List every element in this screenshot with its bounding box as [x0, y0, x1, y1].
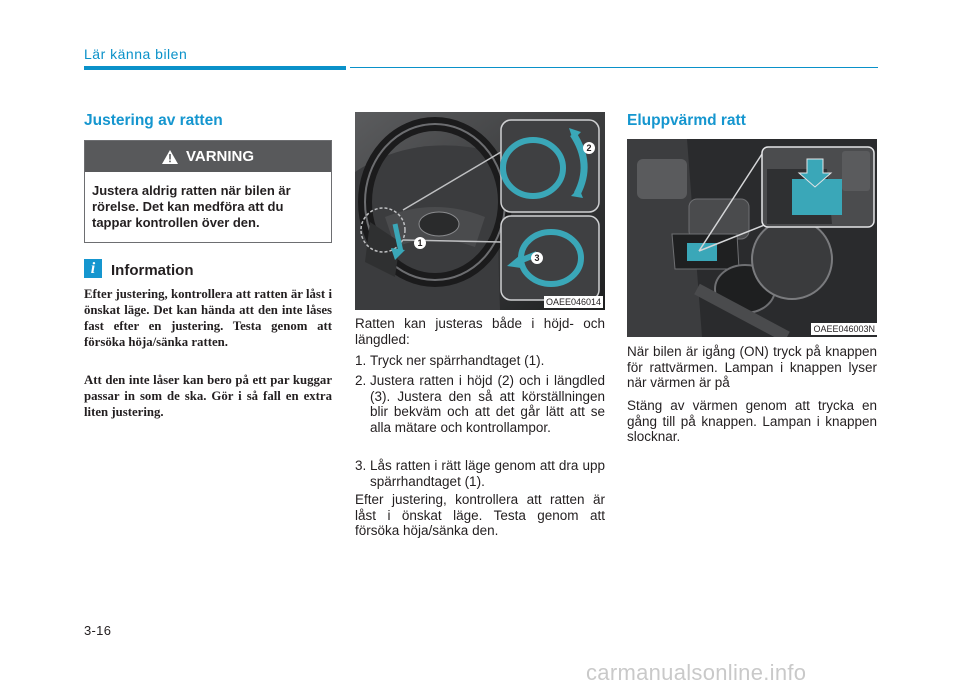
warning-label: VARNING	[185, 148, 255, 165]
callout-1: 1	[414, 237, 426, 249]
list-number: 3.	[355, 458, 367, 473]
warning-box	[84, 140, 332, 243]
info-paragraph: Att den inte låser kan bero på ett par kuggar passar in som de ska. Gör i så fall en extra liten justering.	[84, 373, 332, 419]
warning-header	[85, 141, 331, 172]
warning-text: Justera aldrig ratten när bilen är rörelse. Det kan medföra att du tappar kontrollen över den.	[92, 183, 291, 230]
list-text: Tryck ner spärrhandtaget (1).	[370, 353, 545, 368]
steering-wheel-illustration	[355, 112, 605, 310]
adjustment-intro: Ratten kan justeras både i höjd- och längdled:	[355, 316, 605, 347]
list-number: 2.	[355, 373, 367, 388]
callout-3: 3	[531, 252, 543, 264]
figure-code: OAEE046014	[545, 297, 601, 307]
callout-2: 2	[583, 142, 595, 154]
warning-triangle-icon	[162, 150, 178, 164]
heating-on-text: När bilen är igång (ON) tryck på knappen för rattvärmen. Lampan i knappen lyser när värmen är på	[627, 344, 877, 390]
list-text: Lås ratten i rätt läge genom att dra upp spärrhandtaget (1).	[370, 458, 605, 489]
watermark: carmanualsonline.info	[586, 660, 807, 685]
heading-steering-adjustment: Justering av ratten	[84, 112, 223, 129]
heading-heated-steering: Eluppvärmd ratt	[627, 112, 746, 129]
steering-wheel-figure	[355, 112, 605, 310]
heating-off-text: Stäng av värmen genom att trycka en gång till på knappen. Lampan i knappen slocknar.	[627, 398, 877, 444]
figure-code: OAEE046003N	[813, 324, 875, 334]
info-icon: i	[84, 259, 102, 278]
header-rule	[350, 67, 878, 68]
list-item	[355, 373, 605, 451]
console-illustration	[627, 139, 877, 337]
list-number: 1.	[355, 353, 367, 368]
list-item	[355, 353, 605, 369]
adjustment-outro: Efter justering, kontrollera att ratten är låst i önskat läge. Testa genom att försöka höja/sänka den.	[355, 492, 605, 538]
list-text: Justera ratten i höjd (2) och i längdled (3). Justera den så att körställningen blir bekväm och att det går lätt att se alla mätare och kontrollampor.	[370, 373, 605, 435]
heated-steering-figure	[627, 139, 877, 337]
info-title: Information	[111, 262, 194, 279]
header-rule-accent	[84, 66, 346, 70]
section-title: Lär känna bilen	[84, 46, 188, 62]
info-paragraph: Efter justering, kontrollera att ratten är låst i önskat läge. Det kan hända att den inte låses fast efter en justering. Testa genom att försöka höja/sänka ratten.	[84, 287, 332, 349]
list-item	[355, 458, 605, 490]
page-number: 3-16	[84, 623, 112, 638]
